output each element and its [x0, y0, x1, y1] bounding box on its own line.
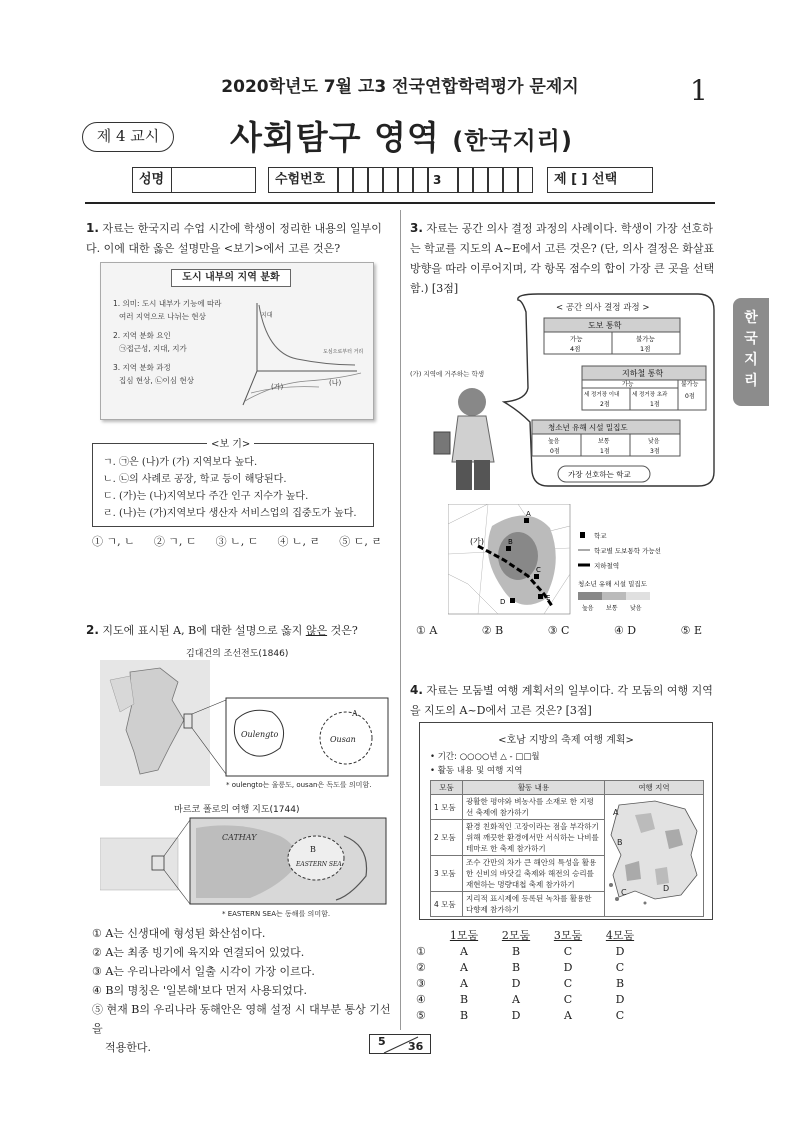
exam-no-digit-2[interactable] [353, 167, 368, 193]
q4-th-group: 모둠 [431, 781, 463, 795]
q4-row1-group: 1 모둠 [431, 795, 463, 820]
q4-c1-1: A [460, 945, 468, 958]
q3-walk-no-score: 1점 [640, 345, 651, 353]
q2-map2-cathay: CATHAY [222, 833, 257, 842]
q1-note-2b: ㉠접근성, 지대, 지가 [119, 344, 187, 353]
q4-c3-2: D [511, 977, 521, 990]
q3-den-mid-score: 1점 [600, 448, 610, 455]
q1-bogi-4: ㄹ. (나)는 (가)지역보다 생산자 서비스업의 집중도가 높다. [103, 508, 357, 519]
q2-choice-1[interactable]: ① A는 신생대에 형성된 화산섬이다. [92, 927, 266, 940]
q4-th-region: 여행 지역 [605, 781, 704, 795]
exam-no-digit-1[interactable] [338, 167, 353, 193]
question-2-number: 2. [86, 623, 99, 637]
q4-ans-head-4: 4모둠 [605, 929, 635, 942]
exam-no-digit-10[interactable] [503, 167, 518, 193]
exam-no-digit-4[interactable] [383, 167, 398, 193]
page-counter [369, 1034, 431, 1054]
q1-note-3b: 집심 현상, ㉡이심 현상 [119, 376, 194, 385]
exam-no-fixed-digit: 3 [428, 167, 458, 193]
q1-note-3a: 3. 지역 분화 과정 [113, 363, 171, 372]
exam-no-label: 수험번호 [268, 167, 338, 193]
q2-map2-b: B [310, 845, 316, 854]
side-tab-label: 한국지리 [744, 310, 758, 389]
q4-c3-3: C [563, 977, 573, 990]
q4-honam-map [605, 795, 703, 907]
q3-sub-ok: 가능 [622, 381, 634, 388]
exam-no-digit-8[interactable] [473, 167, 488, 193]
q4-plan-box [419, 722, 713, 920]
question-1 [86, 218, 392, 259]
q4-map-cell [605, 795, 704, 917]
q1-bogi-1: ㄱ. ㉠은 (나)가 (가) 지역보다 높다. [103, 457, 258, 468]
q4-map-b: B [617, 838, 623, 847]
q4-c5-1: B [459, 1009, 469, 1022]
q4-c1-4: D [615, 945, 625, 958]
q2-map1-title: 김대건의 조선전도(1846) [186, 649, 289, 659]
q1-land-rent-graph [237, 293, 367, 413]
q1-choice-3[interactable]: ③ ㄴ, ㄷ [215, 535, 259, 548]
page-number: 1 [690, 74, 708, 107]
q3-bubble-title: < 공간 의사 결정 과정 > [556, 303, 650, 313]
q3-walk-ok: 가능 [570, 335, 583, 343]
exam-no-digit-6 [413, 167, 428, 193]
q4-choice-4[interactable] [416, 992, 646, 1008]
q3-pt-e: E [546, 594, 551, 602]
q1-graph-ga: (가) [271, 383, 284, 391]
q3-pt-b: B [508, 538, 513, 546]
q3-walk: 도보 통학 [588, 321, 622, 330]
q3-choice-1[interactable]: ① A [416, 624, 438, 637]
question-4-text: 자료는 모둠별 여행 계획서의 일부이다. 각 모둠의 여행 지역을 지도의 A~D에서 고른 것은? [3점] [410, 684, 713, 717]
q3-den-low-score: 3점 [650, 448, 660, 455]
q3-den-high-score: 0점 [550, 448, 560, 455]
select-label[interactable]: 제 [ ] 선택 [547, 167, 653, 193]
q3-den-low: 낮음 [648, 438, 660, 445]
q4-row3-group: 3 모둠 [431, 856, 463, 892]
q4-activity: • 활동 내용 및 여행 지역 [430, 766, 523, 776]
q1-choice-5[interactable]: ⑤ ㄷ, ㄹ [339, 535, 382, 548]
question-2-text-u: 않은 [305, 624, 328, 637]
q4-choice-1-num: ① [416, 945, 426, 958]
q1-note-title: 도시 내부의 지역 분화 [171, 269, 291, 287]
question-4 [410, 680, 720, 721]
q4-c3-4: B [615, 977, 625, 990]
q1-note-2a: 2. 지역 분화 요인 [113, 331, 171, 340]
q4-choice-5-num: ⑤ [416, 1009, 426, 1022]
q4-th-activity: 활동 내용 [463, 781, 605, 795]
q4-row2-text: 환경 친화적인 고장이라는 점을 부각하기 위해 깨끗한 환경에서만 서식하는 나비를 테마로 한 축제 참가하기 [463, 820, 605, 856]
q3-sub-b: 세 정거장 초과 [632, 392, 668, 398]
q3-sub-a-score: 2점 [600, 401, 610, 408]
q3-den-mid: 보통 [598, 438, 610, 445]
q2-map2-sea: EASTERN SEA [296, 861, 342, 868]
q3-sub-no-score: 0점 [685, 393, 695, 400]
q3-map [448, 504, 748, 616]
q4-answer-table [416, 928, 646, 1024]
q3-walk-ok-score: 4점 [570, 345, 581, 353]
q1-note-figure [100, 262, 374, 420]
q4-c2-2: B [511, 961, 521, 974]
q4-ans-header [416, 928, 646, 944]
q3-leg-sub: 지하철역 [594, 562, 620, 570]
q3-walk-no: 불가능 [636, 335, 655, 343]
header-rule [85, 202, 715, 204]
exam-no-digit-5[interactable] [398, 167, 413, 193]
name-label: 성명 [132, 167, 172, 193]
name-field[interactable] [172, 167, 256, 193]
q4-c1-3: C [563, 945, 573, 958]
q3-sub-b-score: 1점 [650, 401, 660, 408]
q1-graph-na: (나) [329, 379, 342, 387]
q3-leg-mid: 보통 [606, 605, 618, 612]
q4-row3-text: 조수 간만의 차가 큰 해안의 특성을 활용한 신비의 바닷길 축제와 해전의 승리를 재현하는 명량대첩 축제 참가하기 [463, 856, 605, 892]
q2-map1 [100, 660, 390, 790]
q3-pt-d: D [500, 598, 506, 606]
q2-choice-5[interactable]: ⑤ 현재 B의 우리나라 동해안은 영해 설정 시 대부분 통상 기선을 [92, 1003, 391, 1035]
question-1-text: 자료는 한국지리 수업 시간에 학생이 정리한 내용의 일부이다. 이에 대한 옳은 설명만을 <보기>에서 고른 것은? [86, 222, 382, 255]
q3-leg-walk: 학교별 도보통학 가능선 [594, 547, 661, 555]
subject-title [230, 112, 573, 159]
q4-map-c: C [621, 888, 627, 897]
q4-box-title: <호남 지방의 축제 여행 계획> [498, 735, 634, 746]
q2-map1-a: A [352, 709, 358, 718]
q4-c1-2: B [511, 945, 521, 958]
candidate-info-row [132, 167, 653, 193]
q4-choice-5[interactable] [416, 1008, 646, 1024]
q3-student: (가) 지역에 거주하는 학생 [410, 370, 485, 378]
question-2-text-b: 것은? [327, 624, 358, 637]
q2-map2-title: 마르코 폴로의 여행 지도(1744) [174, 805, 300, 815]
exam-no-digit-3[interactable] [368, 167, 383, 193]
q4-ans-head-3: 3모둠 [553, 929, 583, 942]
q3-subway: 지하철 통학 [622, 369, 664, 378]
q3-pt-a: A [526, 510, 531, 518]
q4-c4-4: D [615, 993, 625, 1006]
q2-choice-3[interactable]: ③ A는 우리나라에서 일출 시각이 가장 이르다. [92, 965, 315, 978]
q4-choice-2-num: ② [416, 961, 426, 974]
q3-leg-high: 높음 [582, 605, 594, 612]
q4-row1-text: 광활한 평야와 벼농사를 소재로 한 지평선 축제에 참가하기 [463, 795, 605, 820]
q1-note-lines [113, 297, 222, 387]
question-4-number: 4. [410, 683, 423, 697]
q3-choice-3[interactable]: ③ C [547, 624, 570, 637]
question-3 [410, 218, 720, 299]
q3-den-high: 높음 [548, 438, 560, 445]
q4-c4-1: B [459, 993, 469, 1006]
exam-no-digit-9[interactable] [488, 167, 503, 193]
q4-choice-2[interactable] [416, 960, 646, 976]
q2-choice-5-cont: 적용한다. [105, 1041, 152, 1054]
q1-choice-4[interactable]: ④ ㄴ, ㄹ [277, 535, 321, 548]
q3-leg-low: 낮음 [630, 605, 642, 612]
q3-choices [416, 624, 702, 637]
q2-map2 [100, 816, 390, 908]
q4-c3-1: A [460, 977, 468, 990]
q2-choices [92, 924, 394, 1057]
q1-bogi-box [92, 439, 374, 527]
q2-choice-2[interactable]: ② A는 최종 빙기에 육지와 연결되어 있었다. [92, 946, 305, 959]
q3-choice-2[interactable]: ② B [481, 624, 504, 637]
q1-bogi-title: <보 기> [207, 436, 254, 453]
q1-choice-1[interactable]: ① ㄱ, ㄴ [92, 535, 135, 548]
q1-note-1b: 여러 지역으로 나뉘는 현상 [119, 312, 206, 321]
q3-pt-c: C [536, 566, 541, 574]
q4-row4-group: 4 모둠 [431, 892, 463, 917]
q4-c5-4: C [615, 1009, 625, 1022]
q4-c4-3: C [563, 993, 573, 1006]
q1-note-1a: 1. 의미: 도시 내부가 기능에 따라 [113, 299, 222, 308]
q4-c2-1: A [460, 961, 468, 974]
q4-row2-group: 2 모둠 [431, 820, 463, 856]
q2-map1-ousan: Ousan [330, 735, 356, 744]
q4-c2-3: D [563, 961, 573, 974]
q4-ans-head-1: 1모둠 [449, 929, 479, 942]
q3-choice-5[interactable]: ⑤ E [680, 624, 702, 637]
q4-period: • 기간: ○○○○년 △ - □□월 [430, 752, 540, 762]
question-1-number: 1. [86, 221, 99, 235]
q4-choice-1[interactable] [416, 944, 646, 960]
q2-map2-note: * EASTERN SEA는 동해를 의미함. [222, 910, 331, 918]
q4-c5-3: A [564, 1009, 572, 1022]
exam-title: 2020학년도 7월 고3 전국연합학력평가 문제지 [221, 77, 579, 97]
q4-ans-head-2: 2모둠 [501, 929, 531, 942]
subject-main: 사회탐구 영역 [230, 118, 440, 157]
exam-no-digit-7[interactable] [458, 167, 473, 193]
page-current: 5 [378, 1035, 386, 1048]
q4-choice-3[interactable] [416, 976, 646, 992]
subject-sub: (한국지리) [452, 127, 573, 155]
q4-map-d: D [663, 884, 670, 893]
q1-bogi-3: ㄷ. (가)는 (나)지역보다 주간 인구 지수가 높다. [103, 491, 309, 502]
q4-choice-4-num: ④ [416, 993, 426, 1006]
q1-bogi-2: ㄴ. ㉡의 사례로 공장, 학교 등이 해당된다. [103, 474, 287, 485]
q2-choice-4[interactable]: ④ B의 명칭은 '일본해'보다 먼저 사용되었다. [92, 984, 307, 997]
q3-sub-no: 불가능 [681, 381, 699, 388]
period-badge: 제 4 교시 [82, 122, 174, 152]
subject-side-tab [733, 298, 769, 406]
q3-leg-den: 청소년 유해 시설 밀집도 [578, 580, 647, 588]
page-total: 36 [408, 1040, 424, 1053]
q1-graph-y: 지대 [261, 312, 273, 319]
q3-result: 가장 선호하는 학교 [568, 470, 631, 479]
q4-table [430, 780, 704, 917]
q3-density: 청소년 유해 시설 밀집도 [548, 423, 628, 432]
exam-no-digit-11[interactable] [518, 167, 533, 193]
q4-c5-2: D [511, 1009, 521, 1022]
column-divider [400, 210, 401, 1030]
q2-map1-note: * oulengto는 울릉도, ousan은 독도를 의미함. [226, 781, 372, 789]
q1-graph-r: 도심으로부터 거리 [323, 349, 364, 355]
q3-decision-figure [408, 292, 718, 492]
q3-leg-school: 학교 [594, 532, 607, 540]
question-2-text-a: 지도에 표시된 A, B에 대한 설명으로 옳지 [102, 624, 306, 637]
q3-sub-a: 세 정거장 이내 [584, 392, 620, 398]
q4-c4-2: A [512, 993, 520, 1006]
q4-row4-text: 지리적 표시제에 등록된 녹차를 활용한 다향제 참가하기 [463, 892, 605, 917]
question-3-text: 자료는 공간 의사 결정 과정의 사례이다. 학생이 가장 선호하는 학교를 지도의 A~E에서 고른 것은? (단, 의사 결정은 화살표 방향을 따라 이루어지며, 각 항목 점수의 합이 가장 큰 곳을 선택함.) [3점] [410, 222, 715, 295]
q3-map-ga: (가) [470, 537, 484, 546]
question-3-number: 3. [410, 221, 423, 235]
q4-map-a: A [613, 808, 619, 817]
q4-c2-4: C [615, 961, 625, 974]
q3-choice-4[interactable]: ④ D [613, 624, 637, 637]
q2-map1-oulengto: Oulengto [241, 730, 279, 739]
q1-choices [92, 533, 382, 549]
q1-choice-2[interactable]: ② ㄱ, ㄷ [153, 535, 197, 548]
q4-choice-3-num: ③ [416, 977, 426, 990]
question-2 [86, 620, 392, 641]
